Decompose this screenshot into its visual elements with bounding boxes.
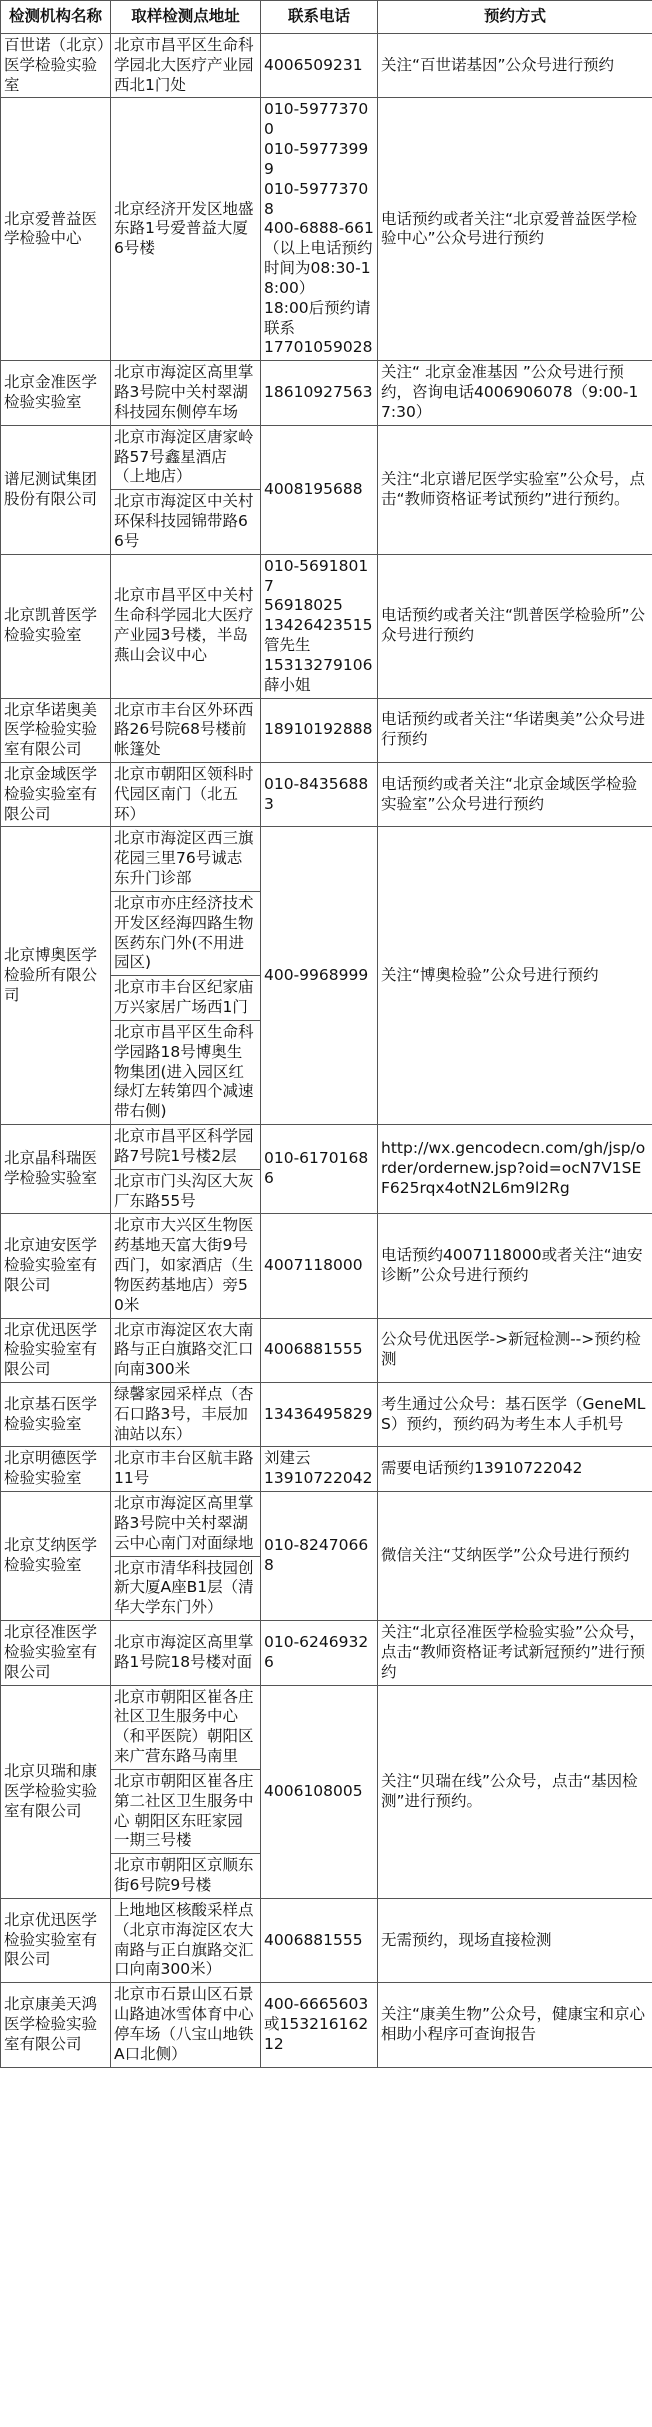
contact-phone xyxy=(261,425,378,554)
phone-line: 18610927563 xyxy=(264,383,373,402)
contact-phone xyxy=(261,1492,378,1621)
sampling-address: 北京市丰台区纪家庙万兴家居广场西1门 xyxy=(111,976,261,1021)
sampling-address: 北京市清华科技园创新大厦A座B1层（清华大学东门外） xyxy=(111,1556,261,1620)
booking-method: 关注“ 北京金准基因 ”公众号进行预约，咨询电话4006906078（9:00-17:30） xyxy=(378,361,652,425)
institution-name: 北京康美天鸿医学检验实验室有限公司 xyxy=(1,1983,111,2067)
institution-name: 北京贝瑞和康医学检验实验室有限公司 xyxy=(1,1685,111,1898)
booking-method: 关注“博奥检验”公众号进行预约 xyxy=(378,827,652,1125)
sampling-address: 北京市昌平区科学园路7号院1号楼2层 xyxy=(111,1125,261,1170)
sampling-address: 北京市昌平区生命科学园北大医疗产业园西北1门处 xyxy=(111,34,261,98)
phone-line: 13910722042 xyxy=(264,1469,373,1488)
phone-line: 010-82470668 xyxy=(264,1536,369,1575)
phone-line: 4007118000 xyxy=(264,1256,363,1275)
header-sampling-address: 取样检测点地址 xyxy=(111,1,261,34)
institution-name: 北京晶科瑞医学检验实验室 xyxy=(1,1125,111,1214)
phone-line: 400-6888-661 xyxy=(264,219,374,238)
institution-name: 北京迪安医学检验实验室有限公司 xyxy=(1,1214,111,1318)
sampling-address: 北京市海淀区高里掌路3号院中关村翠湖云中心南门对面绿地 xyxy=(111,1492,261,1556)
institution-name: 北京艾纳医学检验实验室 xyxy=(1,1492,111,1621)
sampling-address: 北京经济开发区地盛东路1号爱普益大厦6号楼 xyxy=(111,98,261,361)
phone-line: 13426423515 xyxy=(264,616,373,635)
sampling-address: 北京市海淀区西三旗花园三里76号诚志东升门诊部 xyxy=(111,827,261,891)
booking-method: 关注“百世诺基因”公众号进行预约 xyxy=(378,34,652,98)
phone-line: 4006881555 xyxy=(264,1340,363,1359)
phone-line: 010-61701686 xyxy=(264,1149,369,1188)
sampling-address: 北京市海淀区农大南路与正白旗路交汇口向南300米 xyxy=(111,1318,261,1382)
table-row xyxy=(1,1621,652,1685)
contact-phone xyxy=(261,1383,378,1447)
contact-phone xyxy=(261,1214,378,1318)
booking-method: 电话预约或者关注“北京爱普益医学检验中心”公众号进行预约 xyxy=(378,98,652,361)
phone-line: 010-59773999 xyxy=(264,140,369,178)
table-row xyxy=(1,1685,652,1769)
sampling-address: 北京市大兴区生物医药基地天富大街9号西门，如家酒店（生物医药基地店）旁50米 xyxy=(111,1214,261,1318)
institution-name: 北京基石医学检验实验室 xyxy=(1,1383,111,1447)
institution-name: 北京博奥医学检验所有限公司 xyxy=(1,827,111,1125)
contact-phone xyxy=(261,698,378,762)
sampling-address: 北京市朝阳区领科时代园区南门（北五环） xyxy=(111,762,261,826)
sampling-address: 北京市昌平区中关村生命科学园北大医疗产业园3号楼，半岛燕山会议中心 xyxy=(111,554,261,698)
phone-line: 13436495829 xyxy=(264,1404,373,1423)
sampling-address: 北京市海淀区高里掌路3号院中关村翠湖科技园东侧停车场 xyxy=(111,361,261,425)
table-row xyxy=(1,1492,652,1556)
table-row xyxy=(1,1898,652,1982)
contact-phone xyxy=(261,1125,378,1214)
sampling-address: 北京市昌平区生命科学园路18号博奥生物集团(进入园区红绿灯左转第四个减速带右侧) xyxy=(111,1020,261,1124)
phone-line: 010-59773700 xyxy=(264,100,369,139)
contact-phone xyxy=(261,1447,378,1492)
institution-name: 百世诺（北京）医学检验实验室 xyxy=(1,34,111,98)
booking-method: 电话预约4007118000或者关注“迪安诊断”公众号进行预约 xyxy=(378,1214,652,1318)
contact-phone xyxy=(261,1983,378,2067)
table-row xyxy=(1,425,652,489)
table-row xyxy=(1,1447,652,1492)
table-row xyxy=(1,1318,652,1382)
contact-phone xyxy=(261,98,378,361)
contact-phone xyxy=(261,1621,378,1685)
table-row xyxy=(1,34,652,98)
booking-method: 关注“康美生物”公众号，健康宝和京心相助小程序可查询报告 xyxy=(378,1983,652,2067)
institution-name: 北京优迅医学检验实验室有限公司 xyxy=(1,1898,111,1982)
sampling-address: 北京市丰台区航丰路11号 xyxy=(111,1447,261,1492)
phone-line: 18:00后预约请联系 xyxy=(264,298,371,337)
contact-phone xyxy=(261,361,378,425)
booking-method: 考生通过公众号：基石医学（GeneMLS）预约，预约码为考生本人手机号 xyxy=(378,1383,652,1447)
institution-name: 谱尼测试集团股份有限公司 xyxy=(1,425,111,554)
phone-line: 薛小姐 xyxy=(264,675,311,694)
booking-method: 关注“北京径准医学检验实验”公众号，点击“教师资格证考试新冠预约”进行预约 xyxy=(378,1621,652,1685)
contact-phone xyxy=(261,1898,378,1982)
sampling-address: 绿馨家园采样点（杏石口路3号，丰辰加油站以东） xyxy=(111,1383,261,1447)
contact-phone xyxy=(261,1318,378,1382)
phone-line: 010-56918017 xyxy=(264,556,369,595)
sampling-address: 北京市石景山区石景山路迪冰雪体育中心停车场（八宝山地铁A口北侧） xyxy=(111,1983,261,2067)
contact-phone xyxy=(261,827,378,1125)
phone-line: 010-59773708 xyxy=(264,179,369,218)
phone-line: 4006509231 xyxy=(264,55,363,74)
contact-phone xyxy=(261,762,378,826)
table-row xyxy=(1,1125,652,1170)
booking-method: 公众号优迅医学->新冠检测-->预约检测 xyxy=(378,1318,652,1382)
header-booking-method: 预约方式 xyxy=(378,1,652,34)
phone-line: 4008195688 xyxy=(264,479,363,498)
table-row xyxy=(1,698,652,762)
phone-line: （以上电话预约时间为08:30-18:00） xyxy=(264,239,373,297)
institution-name: 北京爱普益医学检验中心 xyxy=(1,98,111,361)
header-institution-name: 检测机构名称 xyxy=(1,1,111,34)
institution-name: 北京明德医学检验实验室 xyxy=(1,1447,111,1492)
phone-line: 4006881555 xyxy=(264,1930,363,1949)
sampling-address: 北京市海淀区高里掌路1号院18号楼对面 xyxy=(111,1621,261,1685)
sampling-address: 北京市海淀区中关村环保科技园锦带路66号 xyxy=(111,490,261,554)
header-row xyxy=(1,1,652,34)
table-body xyxy=(1,34,652,2068)
table-row xyxy=(1,827,652,891)
booking-method: 关注“贝瑞在线”公众号，点击“基因检测”进行预约。 xyxy=(378,1685,652,1898)
table-row xyxy=(1,554,652,698)
phone-line: 400-9968999 xyxy=(264,965,369,984)
phone-line: 010-84356883 xyxy=(264,774,369,813)
booking-method: 关注“北京谱尼医学实验室”公众号，点击“教师资格证考试预约”进行预约。 xyxy=(378,425,652,554)
contact-phone xyxy=(261,34,378,98)
institution-name: 北京金准医学检验实验室 xyxy=(1,361,111,425)
phone-line: 刘建云 xyxy=(264,1449,311,1468)
sampling-address: 北京市门头沟区大灰厂东路55号 xyxy=(111,1169,261,1214)
phone-line: 管先生 xyxy=(264,636,311,655)
contact-phone xyxy=(261,554,378,698)
phone-line: 4006108005 xyxy=(264,1781,363,1800)
booking-method: http://wx.gencodecn.com/gh/jsp/order/ordernew.jsp?oid=ocN7V1SEF625rqx4otN2L6m9l2Rg xyxy=(378,1125,652,1214)
sampling-address: 北京市朝阳区京顺东街6号院9号楼 xyxy=(111,1854,261,1899)
table-row xyxy=(1,1214,652,1318)
booking-method: 电话预约或者关注“华诺奥美”公众号进行预约 xyxy=(378,698,652,762)
institution-name: 北京凯普医学检验实验室 xyxy=(1,554,111,698)
institution-name: 北京径准医学检验实验室有限公司 xyxy=(1,1621,111,1685)
table-row xyxy=(1,361,652,425)
sampling-address: 北京市海淀区唐家岭路57号鑫星酒店（上地店） xyxy=(111,425,261,489)
table-row xyxy=(1,98,652,361)
institution-name: 北京优迅医学检验实验室有限公司 xyxy=(1,1318,111,1382)
sampling-address: 北京市亦庄经济技术开发区经海四路生物医药东门外(不用进园区) xyxy=(111,891,261,975)
contact-phone xyxy=(261,1685,378,1898)
booking-method: 微信关注“艾纳医学”公众号进行预约 xyxy=(378,1492,652,1621)
phone-line: 17701059028 xyxy=(264,338,373,357)
booking-method: 电话预约或者关注“北京金域医学检验实验室”公众号进行预约 xyxy=(378,762,652,826)
table-row xyxy=(1,1983,652,2067)
sampling-address: 北京市朝阳区崔各庄第二社区卫生服务中心 朝阳区东旺家园一期三号楼 xyxy=(111,1769,261,1853)
phone-line: 18910192888 xyxy=(264,720,373,739)
table-row xyxy=(1,1383,652,1447)
header-contact-phone: 联系电话 xyxy=(261,1,378,34)
sampling-address: 北京市丰台区外环西路26号院68号楼前帐篷处 xyxy=(111,698,261,762)
booking-method: 需要电话预约13910722042 xyxy=(378,1447,652,1492)
phone-line: 15313279106 xyxy=(264,655,373,674)
table-row xyxy=(1,762,652,826)
phone-line: 400-6665603或15321616212 xyxy=(264,1995,369,2053)
booking-method: 无需预约，现场直接检测 xyxy=(378,1898,652,1982)
sampling-address: 上地地区核酸采样点（北京市海淀区农大南路与正白旗路交汇口向南300米） xyxy=(111,1898,261,1982)
institution-name: 北京金域医学检验实验室有限公司 xyxy=(1,762,111,826)
booking-method: 电话预约或者关注“凯普医学检验所”公众号进行预约 xyxy=(378,554,652,698)
institution-name: 北京华诺奥美医学检验实验室有限公司 xyxy=(1,698,111,762)
phone-line: 010-62469326 xyxy=(264,1633,369,1671)
phone-line: 56918025 xyxy=(264,596,343,615)
sampling-address: 北京市朝阳区崔各庄社区卫生服务中心（和平医院）朝阳区来广营东路马南里 xyxy=(111,1685,261,1769)
